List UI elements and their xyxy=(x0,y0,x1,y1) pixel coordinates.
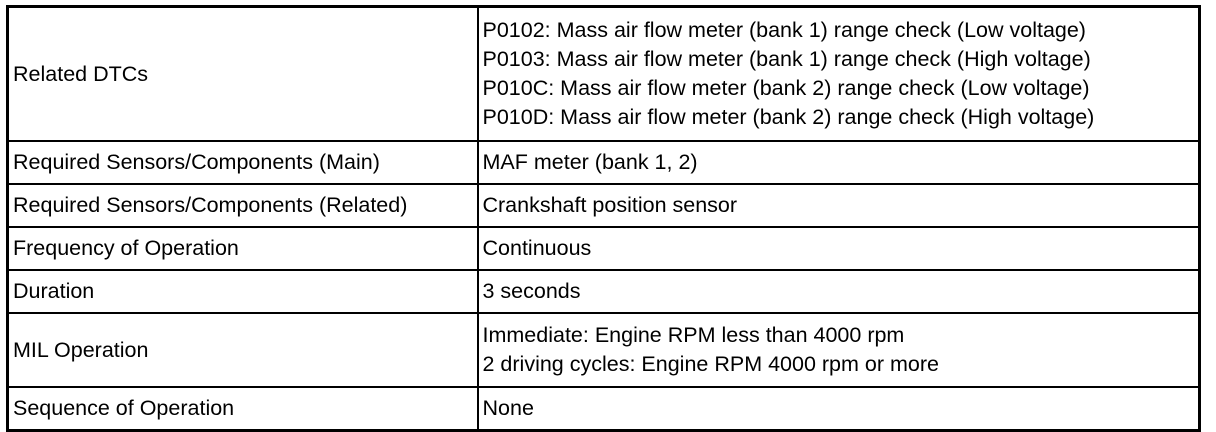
table-row-sequence xyxy=(8,387,1200,431)
row-label: Frequency of Operation xyxy=(8,227,478,270)
row-value: 3 seconds xyxy=(478,270,1200,313)
dtc-line: P0103: Mass air flow meter (bank 1) range check (High voltage) xyxy=(482,47,1091,71)
row-value: None xyxy=(478,387,1200,431)
row-label: MIL Operation xyxy=(8,313,478,387)
row-value: MAF meter (bank 1, 2) xyxy=(478,141,1200,184)
row-value: Crankshaft position sensor xyxy=(478,184,1200,227)
table-row-main-components xyxy=(8,141,1200,184)
mil-line: Immediate: Engine RPM less than 4000 rpm xyxy=(482,323,905,347)
table-row-mil-operation xyxy=(8,313,1200,387)
dtc-line: P010D: Mass air flow meter (bank 2) range check (High voltage) xyxy=(482,105,1095,129)
row-value xyxy=(478,7,1200,142)
row-label: Related DTCs xyxy=(8,7,478,142)
mil-line: 2 driving cycles: Engine RPM 4000 rpm or more xyxy=(482,352,939,376)
table-row-duration xyxy=(8,270,1200,313)
row-label: Sequence of Operation xyxy=(8,387,478,431)
row-label: Required Sensors/Components (Main) xyxy=(8,141,478,184)
dtc-line: P010C: Mass air flow meter (bank 2) range check (Low voltage) xyxy=(482,76,1090,100)
table-row-related-dtcs xyxy=(8,7,1200,142)
row-label: Required Sensors/Components (Related) xyxy=(8,184,478,227)
table-row-related-components xyxy=(8,184,1200,227)
monitor-spec-table xyxy=(6,5,1201,432)
row-value xyxy=(478,313,1200,387)
row-label: Duration xyxy=(8,270,478,313)
table-row-frequency xyxy=(8,227,1200,270)
dtc-line: P0102: Mass air flow meter (bank 1) range check (Low voltage) xyxy=(482,18,1086,42)
row-value: Continuous xyxy=(478,227,1200,270)
